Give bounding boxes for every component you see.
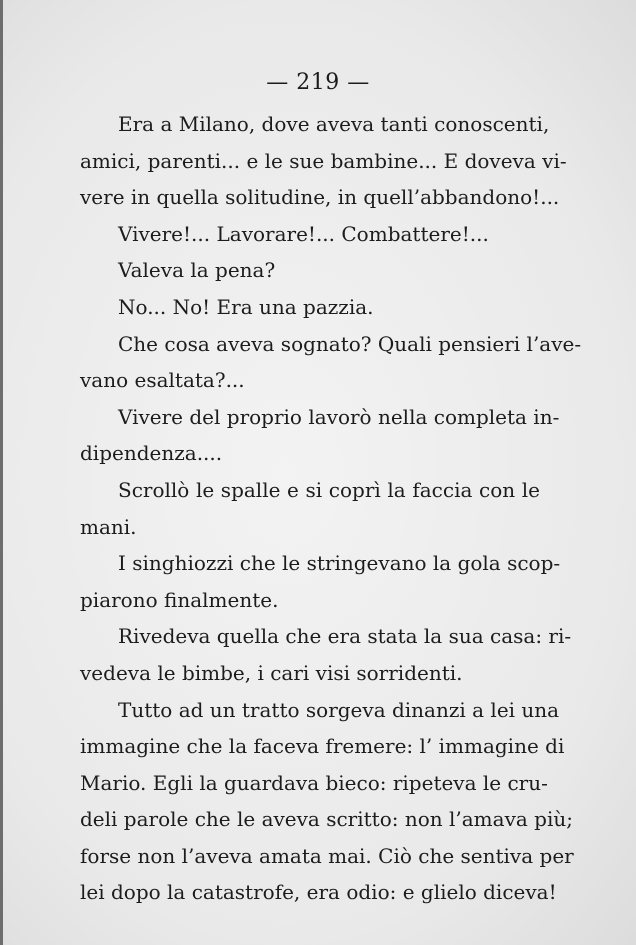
text-line: Che cosa aveva sognato? Quali pensieri l’ave- bbox=[118, 331, 582, 356]
body-text bbox=[80, 106, 582, 911]
text-line: No... No! Era una pazzia. bbox=[118, 294, 374, 319]
text-line: dipendenza.... bbox=[80, 441, 223, 466]
text-line: piarono finalmente. bbox=[80, 587, 279, 612]
text-line: Tutto ad un tratto sorgeva dinanzi a lei una bbox=[118, 697, 560, 722]
text-line: immagine che la faceva fremere: l’ immagine di bbox=[80, 734, 565, 759]
text-line: vedeva le bimbe, i cari visi sorridenti. bbox=[80, 660, 463, 685]
text-line: lei dopo la catastrofe, era odio: e glielo diceva! bbox=[80, 880, 557, 905]
text-line: deli parole che le aveva scritto: non l’amava più; bbox=[80, 807, 573, 832]
text-line: Vivere del proprio lavorò nella completa in- bbox=[118, 404, 560, 429]
text-line: mani. bbox=[80, 514, 137, 539]
text-line: Vivere!... Lavorare!... Combattere!... bbox=[118, 221, 489, 246]
text-line: Era a Milano, dove aveva tanti conoscenti, bbox=[118, 112, 550, 136]
page-edge-shadow bbox=[0, 0, 3, 945]
text-line: forse non l’aveva amata mai. Ciò che sentiva per bbox=[80, 843, 574, 868]
text-line: amici, parenti... e le sue bambine... E doveva vi- bbox=[80, 148, 567, 173]
text-line: Valeva la pena? bbox=[118, 258, 276, 283]
text-line: Rivedeva quella che era stata la sua casa: ri- bbox=[118, 624, 572, 649]
text-line: vere in quella solitudine, in quell’abbandono!... bbox=[80, 185, 560, 210]
text-line: Mario. Egli la guardava bieco: ripeteva le cru- bbox=[80, 770, 548, 795]
text-line: I singhiozzi che le stringevano la gola scop- bbox=[118, 551, 561, 576]
page-number: — 219 — bbox=[266, 70, 370, 95]
text-line: Scrollò le spalle e si coprì la faccia con le bbox=[118, 477, 540, 502]
text-line: vano esaltata?... bbox=[80, 368, 245, 393]
